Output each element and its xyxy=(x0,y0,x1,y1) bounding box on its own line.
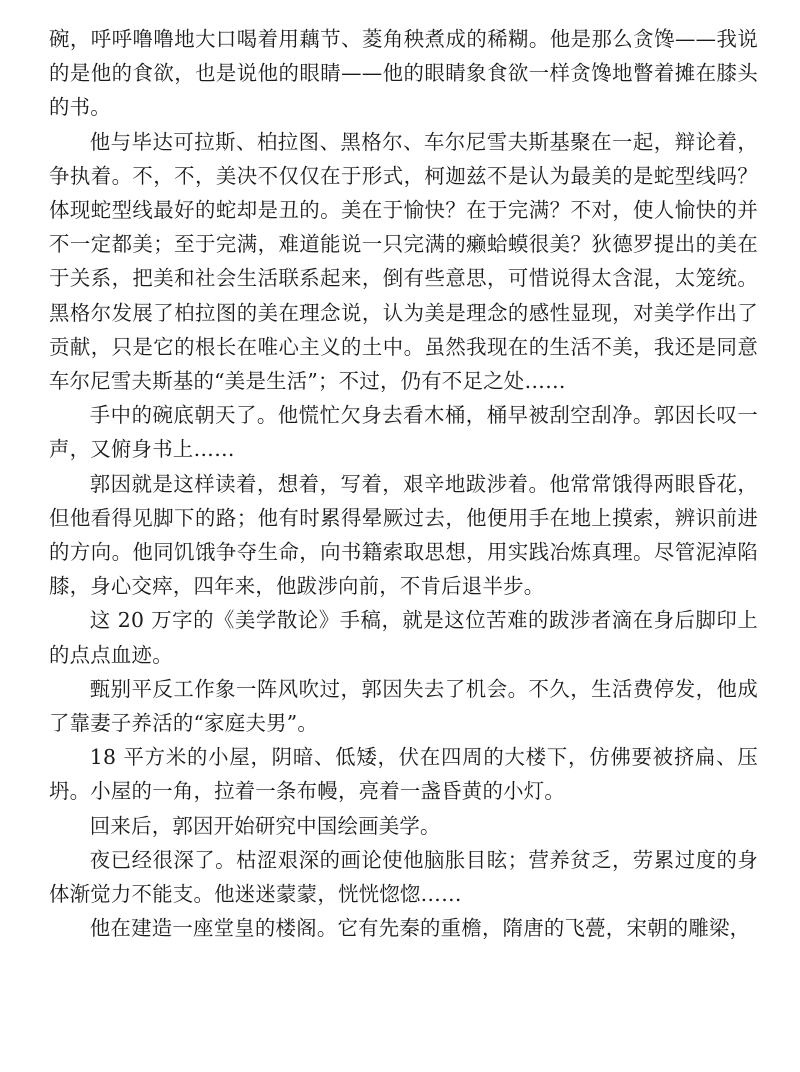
paragraph-1: 碗，呼呼噜噜地大口喝着用藕节、菱角秧煮成的稀糊。他是那么贪馋——我说的是他的食欲，也是说他的眼睛——他的眼睛象食欲一样贪馋地瞥着摊在膝头的书。 xyxy=(49,27,758,120)
paragraph-5: 这 20 万字的《美学散论》手稿，就是这位苦难的跋涉者滴在身后脚印上的点点血迹。 xyxy=(49,608,758,667)
paragraph-7: 18 平方米的小屋，阴暗、低矮，伏在四周的大楼下，仿佛要被挤扁、压坍。小屋的一角，拉着一条布幔，亮着一盏昏黄的小灯。 xyxy=(49,745,758,804)
paragraph-9: 夜已经很深了。枯涩艰深的画论使他脑胀目眩；营养贫乏，劳累过度的身体渐觉力不能支。他迷迷蒙蒙，恍恍惚惚…… xyxy=(49,847,758,907)
paragraph-6: 甄别平反工作象一阵风吹过，郭因失去了机会。不久，生活费停发，他成了靠妻子养活的“家庭夫男”。 xyxy=(49,676,758,736)
paragraph-8: 回来后，郭因开始研究中国绘画美学。 xyxy=(89,813,441,838)
paragraph-10: 他在建造一座堂皇的楼阁。它有先秦的重檐，隋唐的飞甍，宋朝的雕梁， xyxy=(89,916,751,941)
paragraph-3: 手中的碗底朝天了。他慌忙欠身去看木桶，桶早被刮空刮净。郭因长叹一声，又俯身书上…… xyxy=(49,403,758,462)
paragraph-4: 郭因就是这样读着，想着，写着，艰辛地跋涉着。他常常饿得两眼昏花，但他看得见脚下的路；他有时累得晕厥过去，他便用手在地上摸索，辨识前进的方向。他同饥饿争夺生命，向书籍索取思想，用实践冶炼真理。尽管泥淖陷膝，身心交瘁，四年来，他跋涉向前，不肯后退半步。 xyxy=(49,471,758,599)
paragraph-2: 他与毕达可拉斯、柏拉图、黑格尔、车尔尼雪夫斯基聚在一起，辩论着，争执着。不，不，美决不仅仅在于形式，柯迦兹不是认为最美的是蛇型线吗？体现蛇型线最好的蛇却是丑的。美在于愉快？在于完满？不对，使人愉快的并不一定都美；至于完满，难道能说一只完满的癞蛤蟆很美？狄德罗提出的美在于关系，把美和社会生活联系起来，倒有些意思，可惜说得太含混，太笼统。黑格尔发展了柏拉图的美在理念说，认为美是理念的感性显现，对美学作出了贡献，只是它的根长在唯心主义的土中。虽然我现在的生活不美，我还是同意车尔尼雪夫斯基的“美是生活”；不过，仍有不足之处…… xyxy=(49,129,758,394)
